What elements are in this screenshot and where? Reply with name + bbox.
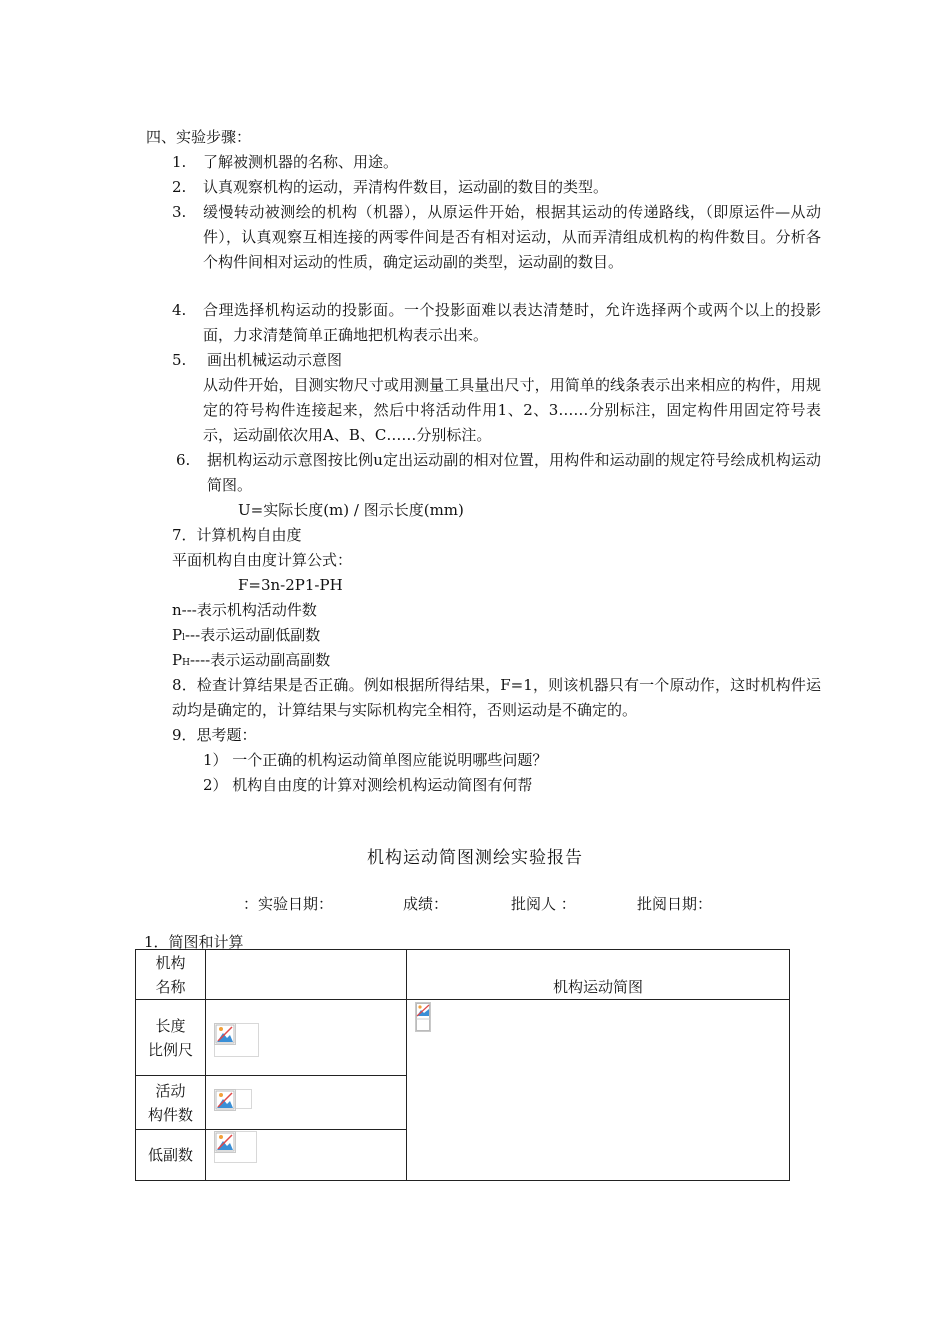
- step-9-heading: 9．思考题：: [172, 726, 257, 744]
- diagram-header-text: 机构运动简图: [552, 978, 643, 996]
- var-ph-text: ----表示运动副高副数: [189, 651, 331, 669]
- length-scale-label: [136, 1000, 206, 1076]
- length-scale-value[interactable]: [206, 1000, 407, 1076]
- section-heading: 四、实验步骤：: [146, 128, 252, 146]
- lower-pairs-value[interactable]: [206, 1129, 407, 1180]
- question-2: 2） 机构自由度的计算对测绘机构运动简图有何帮: [203, 776, 533, 794]
- step-5-detail: 从动件开始，目测实物尺寸或用测量工具量出尺寸，用简单的线条表示出来相应的构件，用规定的符号构件连接起来，然后中将活动件用1、2、3……分别标注，固定构件用固定符号表示，运动副依次用A、B、C……分别标注。: [203, 376, 821, 444]
- mechanism-name-value[interactable]: [206, 950, 407, 1000]
- var-ph-subscript: H: [182, 658, 190, 668]
- step-4-number: 4.: [172, 301, 187, 319]
- step-2-number: 2.: [172, 178, 187, 196]
- experiment-date-label: ：实验日期：: [243, 895, 334, 913]
- mechanism-name-label: [136, 950, 206, 1000]
- report-table: [135, 949, 790, 1181]
- step-8-content: 8．检查计算结果是否正确。例如根据所得结果，F=1，则该机器只有一个原动作，这时机构件运动均是确定的，计算结果与实际机构完全相符，否则运动是不确定的。: [172, 676, 821, 719]
- diagram-header: [407, 950, 790, 1000]
- broken-image-icon: [214, 1131, 236, 1153]
- reviewer-label: 批阅人 ：: [511, 895, 576, 913]
- step-5-number: 5.: [172, 351, 187, 369]
- step-2-text: 认真观察机构的运动，弄清构件数目，运动副的数目的类型。: [203, 178, 609, 196]
- var-n-description: n---表示机构活动件数: [172, 601, 317, 619]
- moving-links-text: 活动 构件数: [147, 1081, 193, 1124]
- scale-formula: U=实际长度(m) / 图示长度(mm): [238, 501, 464, 519]
- var-pl-symbol: P: [172, 626, 183, 644]
- var-ph-symbol: P: [172, 651, 183, 669]
- review-date-label: 批阅日期：: [637, 895, 713, 913]
- step-7-heading: 7．计算机构自由度: [172, 526, 302, 544]
- step-8-text: [172, 673, 821, 723]
- broken-image-icon: [214, 1023, 236, 1045]
- moving-links-value[interactable]: [206, 1076, 407, 1129]
- table-caption: 1．简图和计算: [144, 933, 244, 951]
- step-5-text: 画出机械运动示意图: [207, 351, 343, 369]
- moving-links-label: [136, 1076, 206, 1129]
- broken-image-icon: [415, 1002, 431, 1032]
- question-1: 1） 一个正确的机构运动简单图应能说明哪些问题？: [203, 751, 548, 769]
- lower-pairs-label: [136, 1129, 206, 1180]
- step-1-text: 了解被测机器的名称、用途。: [203, 153, 399, 171]
- var-pl-subscript: l: [182, 633, 185, 643]
- dof-intro: 平面机构自由度计算公式：: [172, 551, 353, 569]
- step-6-text: 据机构运动示意图按比例u定出运动副的相对位置，用构件和运动副的规定符号绘成机构运动简图。: [207, 451, 821, 494]
- step-3-text: 缓慢转动被测绘的机构（机器），从原运件开始，根据其运动的传递路线，（即原运件—从动件），认真观察互相连接的两零件间是否有相对运动，从而弄清组成机构的构件数目。分析各个构件间相对运动的性质，确定运动副的类型，运动副的数目。: [203, 203, 821, 271]
- step-4-text: 合理选择机构运动的投影面。一个投影面难以表达清楚时，允许选择两个或两个以上的投影面，力求清楚简单正确地把机构表示出来。: [203, 301, 821, 344]
- report-title: 机构运动简图测绘实验报告: [367, 848, 583, 868]
- dof-formula: F=3n-2P1-PH: [238, 576, 343, 594]
- var-pl-text: ---表示运动副低副数: [184, 626, 321, 644]
- diagram-area[interactable]: [407, 1000, 790, 1181]
- step-3-number: 3.: [172, 203, 187, 221]
- broken-image-icon: [214, 1089, 236, 1111]
- var-pl-description: [172, 623, 320, 650]
- var-ph-description: [172, 648, 330, 675]
- mechanism-name-text: 机构 名称: [155, 953, 186, 996]
- score-label: 成绩：: [403, 895, 449, 913]
- length-scale-text: 长度 比例尺: [147, 1016, 193, 1059]
- step-1-number: 1.: [172, 153, 187, 171]
- lower-pairs-text: 低副数: [147, 1145, 193, 1164]
- step-6-number: 6.: [176, 451, 191, 469]
